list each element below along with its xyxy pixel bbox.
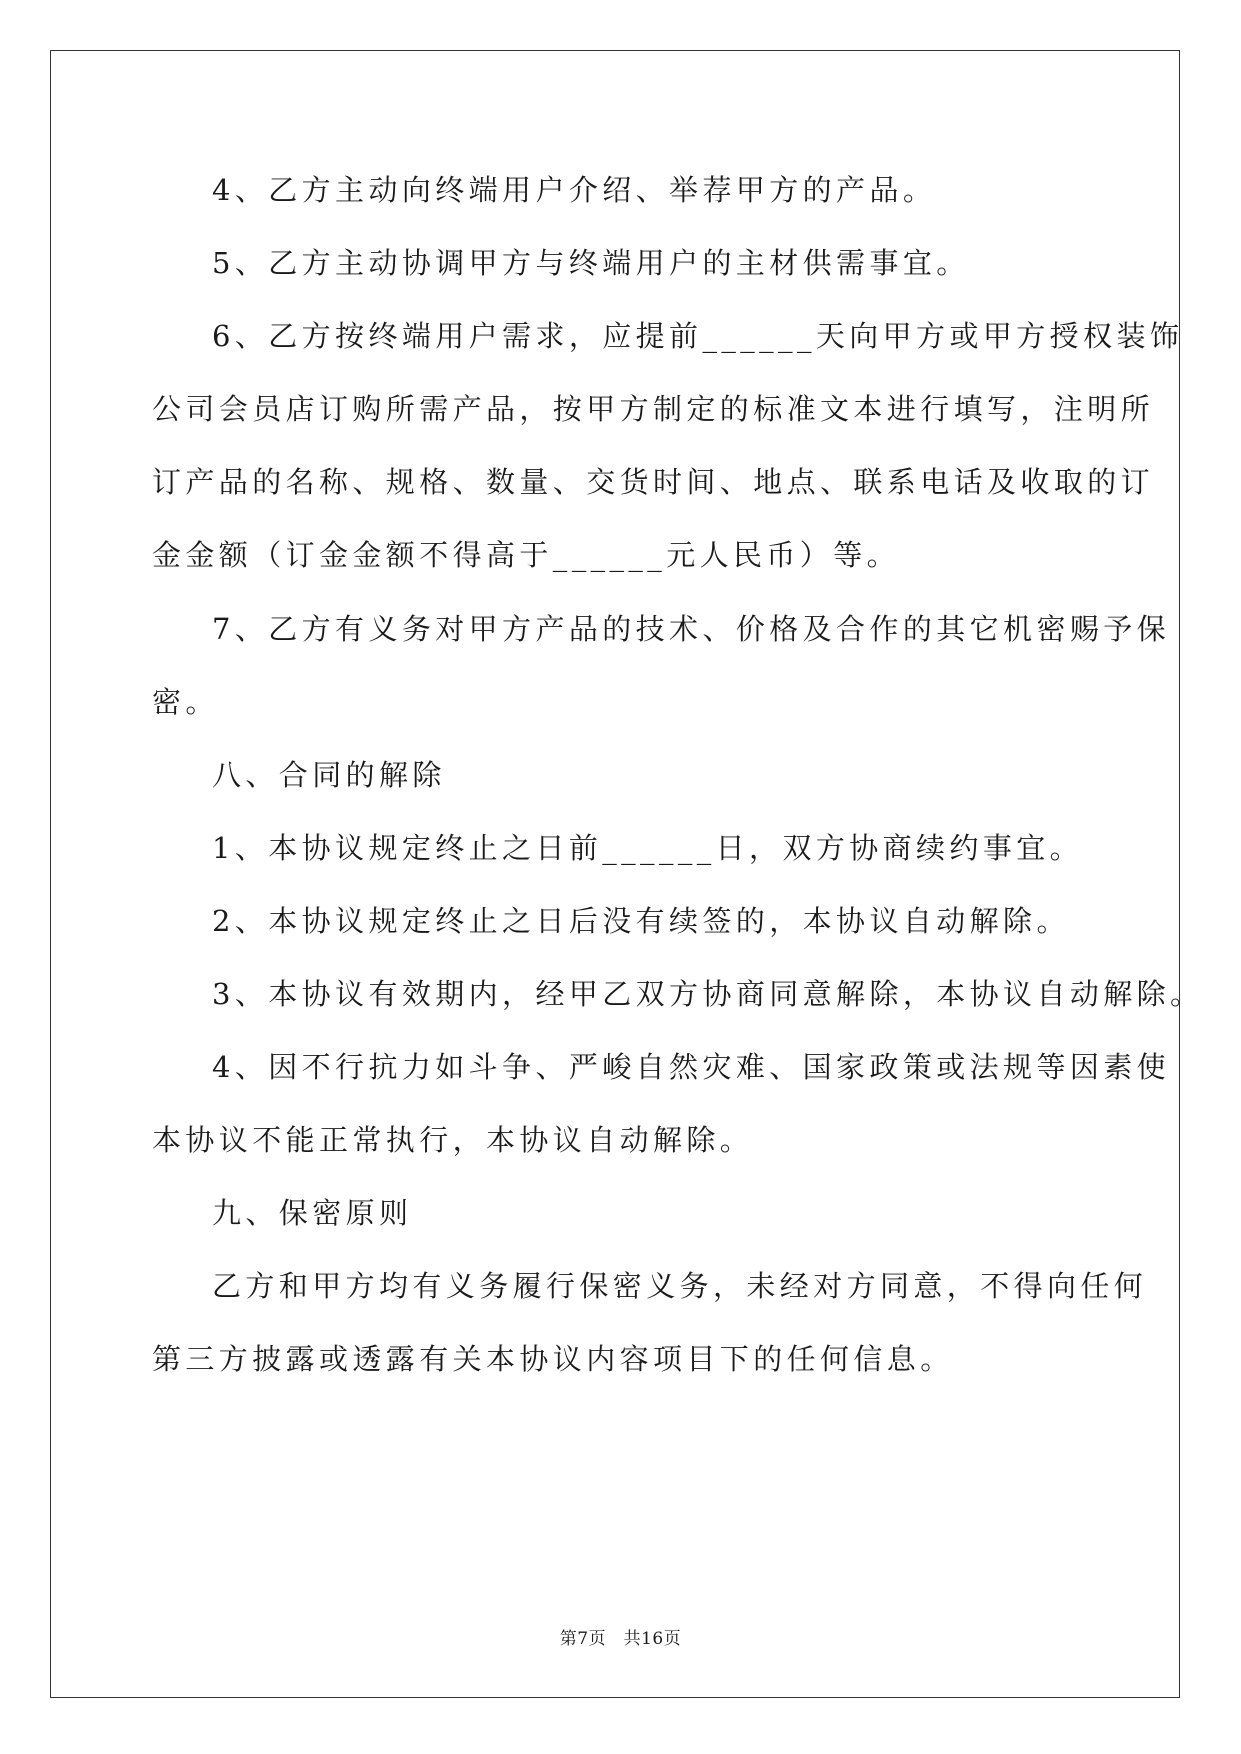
section-heading: 八、合同的解除 <box>212 758 446 792</box>
paragraph-line: 3、本协议有效期内，经甲乙双方协商同意解除，本协议自动解除。 <box>212 977 1204 1011</box>
paragraph-line: 第三方披露或透露有关本协议内容项目下的任何信息。 <box>152 1342 954 1376</box>
section-heading: 九、保密原则 <box>212 1196 413 1230</box>
paragraph-line: 6、乙方按终端用户需求，应提前______天向甲方或甲方授权装饰 <box>212 319 1184 353</box>
paragraph-line: 2、本协议规定终止之日后没有续签的，本协议自动解除。 <box>212 904 1070 938</box>
paragraph-line: 5、乙方主动协调甲方与终端用户的主材供需事宜。 <box>212 246 970 280</box>
paragraph-line: 4、因不行抗力如斗争、严峻自然灾难、国家政策或法规等因素使 <box>212 1050 1171 1084</box>
paragraph-line: 订产品的名称、规格、数量、交货时间、地点、联系电话及收取的订 <box>152 465 1155 499</box>
paragraph-line: 4、乙方主动向终端用户介绍、举荐甲方的产品。 <box>212 173 937 207</box>
page-number-footer: 第7页 共16页 <box>559 1629 682 1649</box>
page-border <box>50 50 1180 1698</box>
paragraph-line: 1、本协议规定终止之日前______日，双方协商续约事宜。 <box>212 831 1084 865</box>
paragraph-line: 乙方和甲方均有义务履行保密义务，未经对方同意，不得向任何 <box>212 1269 1148 1303</box>
paragraph-line: 金金额（订金金额不得高于______元人民币）等。 <box>152 538 901 572</box>
paragraph-line: 公司会员店订购所需产品，按甲方制定的标准文本进行填写，注明所 <box>152 392 1155 426</box>
paragraph-line: 7、乙方有义务对甲方产品的技术、价格及合作的其它机密赐予保 <box>212 612 1171 646</box>
paragraph-line: 密。 <box>152 685 219 719</box>
paragraph-line: 本协议不能正常执行，本协议自动解除。 <box>152 1123 754 1157</box>
